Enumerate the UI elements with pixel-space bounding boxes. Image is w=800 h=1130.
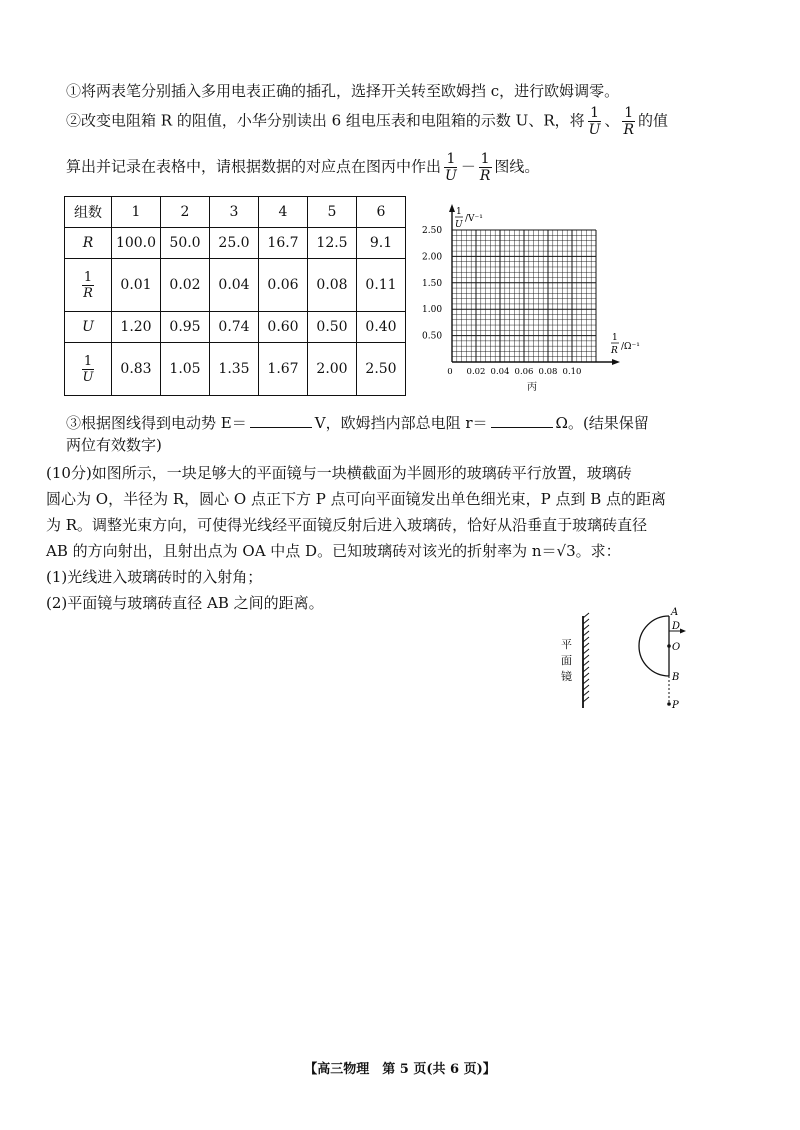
table-cell: 0.01 <box>112 259 161 312</box>
hatch-mark <box>583 643 589 648</box>
table-header: 组数 <box>65 197 112 228</box>
table-row <box>65 228 406 259</box>
table-row <box>65 343 406 396</box>
separator: 、 <box>604 111 620 130</box>
question-2: (2)平面镜与玻璃砖直径 AB 之间的距离。 <box>46 594 324 612</box>
hatch-mark <box>583 649 589 654</box>
graph-paper <box>420 200 650 400</box>
table-row <box>65 312 406 343</box>
fraction-1-over-R-graph: $\frac{1}{R}$ <box>479 151 491 184</box>
resistance-answer-blank[interactable] <box>491 413 553 428</box>
hatch-mark <box>583 679 589 684</box>
table-cell: 0.40 <box>357 312 406 343</box>
y-tick-label: 1.50 <box>422 278 443 289</box>
table-cell: 50.0 <box>161 228 210 259</box>
fraction-1-over-U: $\frac{1}{U}$ <box>588 105 601 138</box>
x-tick-label: 0.04 <box>490 367 510 377</box>
x-tick-label: 0.08 <box>538 367 558 377</box>
step-2-line2-post: 图线。 <box>494 157 540 176</box>
y-axis-unit: /V⁻¹ <box>465 214 483 224</box>
ray-arrow-icon <box>680 629 686 634</box>
row-label-inv-U: $\frac{1}{U}$ <box>65 343 112 396</box>
row-label-U: U <box>65 312 112 343</box>
table-cell: 1.35 <box>210 343 259 396</box>
svg-text:面: 面 <box>561 654 572 667</box>
semicircle-glass-brick <box>639 616 669 676</box>
table-cell: 4 <box>259 197 308 228</box>
x-axis-num: 1 <box>612 333 618 343</box>
hatch-mark <box>583 625 589 630</box>
svg-text:平: 平 <box>561 638 572 651</box>
table-cell: 2.00 <box>308 343 357 396</box>
table-cell: 100.0 <box>112 228 161 259</box>
table-cell: 0.60 <box>259 312 308 343</box>
step-2-line-2 <box>66 152 539 183</box>
step-2-pre: ②改变电阻箱 R 的阻值，小华分别读出 6 组电压表和电阻箱的示数 U、R，将 <box>66 111 585 130</box>
hatch-mark <box>583 655 589 660</box>
table-cell: 9.1 <box>357 228 406 259</box>
y-tick-labels <box>422 226 442 342</box>
table-cell: 5 <box>308 197 357 228</box>
step-3-mid: V，欧姆挡内部总电阻 r＝ <box>314 414 488 432</box>
y-axis-arrow-icon <box>449 204 455 212</box>
mirror-glass-figure <box>555 604 695 714</box>
table-cell: 0.50 <box>308 312 357 343</box>
grid <box>452 230 596 362</box>
step-2-line-1 <box>66 106 668 137</box>
hatch-mark <box>583 697 589 702</box>
row-label-R: R <box>65 228 112 259</box>
mirror-label <box>561 638 572 683</box>
step-3-line-2: 两位有效数字) <box>66 436 162 454</box>
x-tick-label: 0.02 <box>466 367 486 377</box>
table-cell: 1.05 <box>161 343 210 396</box>
table-cell: 0.74 <box>210 312 259 343</box>
table-cell: 0.02 <box>161 259 210 312</box>
table-cell: 1.67 <box>259 343 308 396</box>
hatch-mark <box>583 661 589 666</box>
table-row <box>65 259 406 312</box>
mirror-hatching <box>583 613 589 702</box>
table-cell: 16.7 <box>259 228 308 259</box>
x-axis-unit: /Ω⁻¹ <box>621 342 640 352</box>
hatch-mark <box>583 667 589 672</box>
x-tick-label: 0.06 <box>514 367 534 377</box>
y-tick-label: 0.50 <box>422 331 443 342</box>
svg-text:镜: 镜 <box>561 670 572 683</box>
table-cell: 0.83 <box>112 343 161 396</box>
step-3-post: Ω。(结果保留 <box>555 414 649 432</box>
y-tick-label: 2.00 <box>422 252 443 263</box>
table-cell: 2 <box>161 197 210 228</box>
question-1: (1)光线进入玻璃砖时的入射角； <box>46 568 263 586</box>
table-cell: 0.08 <box>308 259 357 312</box>
hatch-mark <box>583 631 589 636</box>
fraction-1-over-R: $\frac{1}{R}$ <box>623 105 634 138</box>
x-axis-den: R <box>611 346 618 356</box>
label-A: A <box>671 607 679 618</box>
x-tick-label: 0 <box>447 367 453 377</box>
table-cell: 0.95 <box>161 312 210 343</box>
step-3-line-1 <box>66 412 649 433</box>
page-footer: 【高三物理 第 5 页(共 6 页)】 <box>304 1062 496 1077</box>
table-cell: 0.11 <box>357 259 406 312</box>
problem-line-2: 圆心为 O，半径为 R，圆心 O 点正下方 P 点可向平面镜发出单色细光束，P 点到 B 点的距离 <box>46 490 667 508</box>
hatch-mark <box>583 613 589 618</box>
x-axis-arrow-icon <box>612 359 620 365</box>
problem-line-4: AB 的方向射出，且射出点为 OA 中点 D。已知玻璃砖对该光的折射率为 n＝√3。求： <box>46 542 621 560</box>
problem-line-1: (10分)如图所示，一块足够大的平面镜与一块横截面为半圆形的玻璃砖平行放置，玻璃砖 <box>46 464 632 482</box>
hatch-mark <box>583 685 589 690</box>
x-tick-labels <box>447 367 581 377</box>
hatch-mark <box>583 691 589 696</box>
hatch-mark <box>583 673 589 678</box>
table-cell: 1.20 <box>112 312 161 343</box>
step-2-line2-pre: 算出并记录在表格中，请根据数据的对应点在图丙中作出 <box>66 157 442 176</box>
dash: － <box>460 157 476 176</box>
y-axis-num: 1 <box>456 207 462 217</box>
center-point-O <box>667 644 671 648</box>
table-cell: 3 <box>210 197 259 228</box>
y-tick-label: 1.00 <box>422 305 443 316</box>
point-P <box>667 702 671 706</box>
table-cell: 6 <box>357 197 406 228</box>
data-table <box>64 196 406 396</box>
emf-answer-blank[interactable] <box>250 413 312 428</box>
hatch-mark <box>583 619 589 624</box>
fraction-1-over-U-graph: $\frac{1}{U}$ <box>445 151 457 184</box>
step-1-text: ①将两表笔分别插入多用电表正确的插孔，选择开关转至欧姆挡 c，进行欧姆调零。 <box>66 82 620 100</box>
problem-line-3: 为 R。调整光束方向，可使得光线经平面镜反射后进入玻璃砖，恰好从沿垂直于玻璃砖直径 <box>46 516 648 534</box>
x-tick-label: 0.10 <box>562 367 582 377</box>
step-3-pre: ③根据图线得到电动势 E＝ <box>66 414 247 432</box>
table-cell: 0.04 <box>210 259 259 312</box>
table-cell: 1 <box>112 197 161 228</box>
table-cell: 25.0 <box>210 228 259 259</box>
step-2-post: 的值 <box>638 111 669 130</box>
y-tick-label: 2.50 <box>422 226 443 236</box>
label-D: D <box>672 621 681 632</box>
table-row <box>65 197 406 228</box>
table-cell: 2.50 <box>357 343 406 396</box>
label-B: B <box>672 672 680 683</box>
table-cell: 12.5 <box>308 228 357 259</box>
hatch-mark <box>583 637 589 642</box>
graph-caption: 丙 <box>527 382 537 393</box>
label-P: P <box>672 700 679 711</box>
y-axis-den: U <box>455 220 463 230</box>
row-label-inv-R: $\frac{1}{R}$ <box>65 259 112 312</box>
table-cell: 0.06 <box>259 259 308 312</box>
label-O: O <box>672 642 681 653</box>
